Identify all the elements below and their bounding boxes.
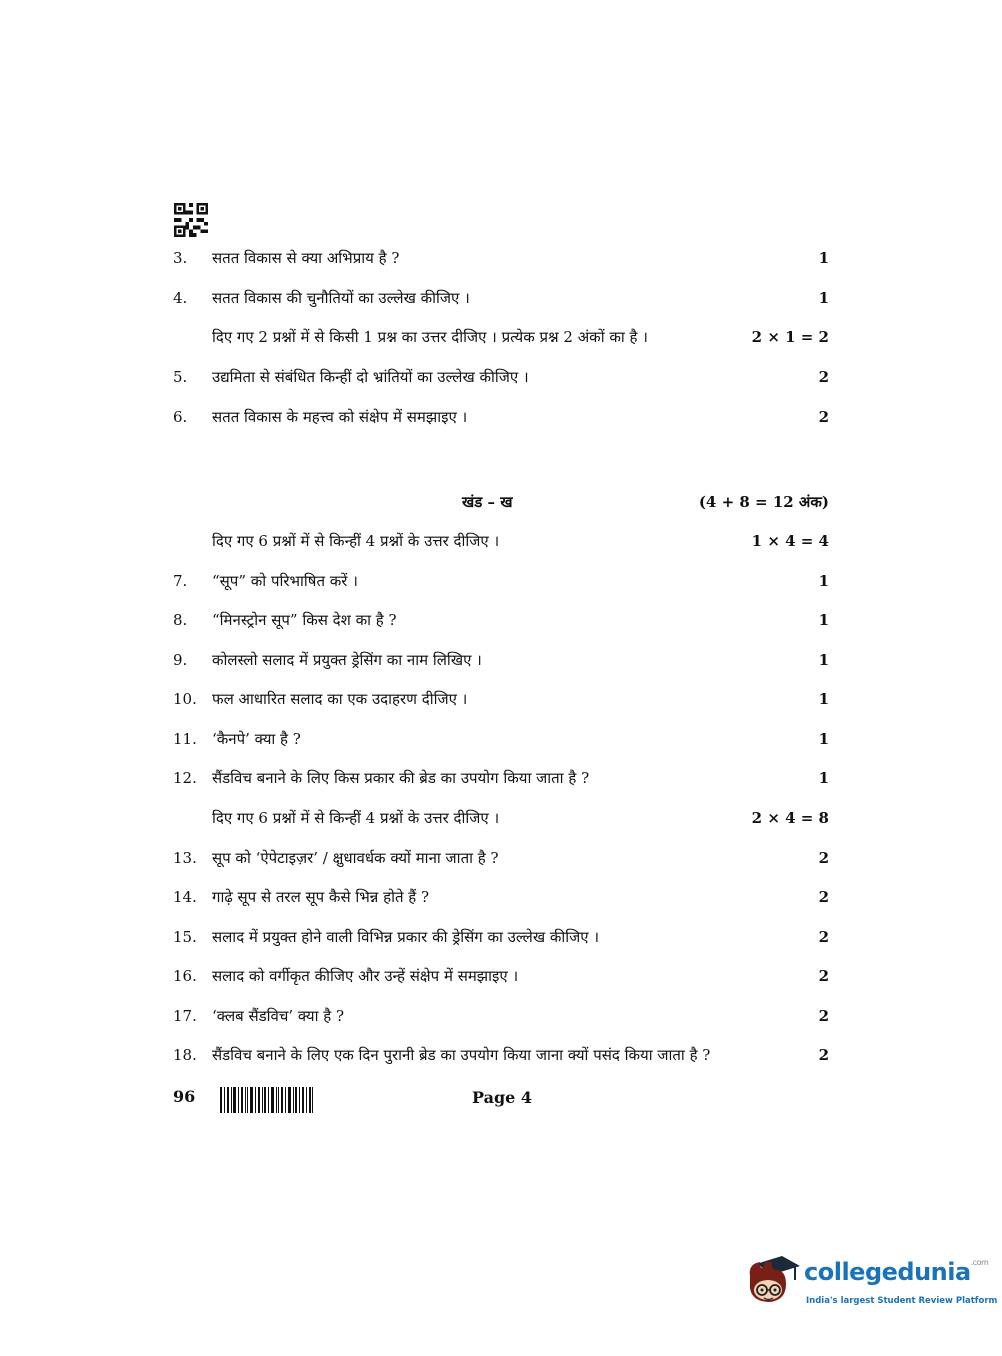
question-marks: 2	[818, 368, 829, 386]
question-number: 16.	[173, 967, 197, 985]
question-number: 9.	[173, 651, 188, 669]
question-marks: 2	[818, 849, 829, 867]
question-row	[0, 961, 1002, 991]
question-number: 15.	[173, 928, 197, 946]
instruction-marks: 2 × 4 = 8	[751, 809, 829, 827]
question-number: 6.	[173, 408, 188, 426]
question-text: कोलस्लो सलाद में प्रयुक्त ड्रेसिंग का नाम लिखिए ।	[212, 651, 482, 669]
question-text: उद्यमिता से संबंधित किन्हीं दो भ्रांतियों का उल्लेख कीजिए ।	[212, 368, 529, 386]
section-title: खंड – ख	[462, 493, 513, 511]
logo-tagline: India's largest Student Review Platform	[806, 1296, 998, 1306]
question-row	[0, 283, 1002, 313]
question-marks: 2	[818, 888, 829, 906]
question-text: फल आधारित सलाद का एक उदाहरण दीजिए ।	[212, 690, 468, 708]
question-row	[0, 1040, 1002, 1070]
question-text: “सूप” को परिभाषित करें ।	[212, 572, 358, 590]
question-marks: 1	[818, 730, 829, 748]
instruction-row	[0, 526, 1002, 556]
question-row	[0, 724, 1002, 754]
question-marks: 2	[818, 928, 829, 946]
question-marks: 1	[818, 249, 829, 267]
logo-wordmark	[804, 1258, 988, 1286]
question-row	[0, 684, 1002, 714]
question-marks: 1	[818, 769, 829, 787]
question-row	[0, 402, 1002, 432]
question-marks: 2	[818, 1046, 829, 1064]
question-number: 11.	[173, 730, 197, 748]
collegedunia-logo	[742, 1250, 998, 1312]
instruction-marks: 1 × 4 = 4	[751, 532, 829, 550]
paper-code: 96	[173, 1087, 196, 1106]
instruction-row	[0, 803, 1002, 833]
question-text: गाढ़े सूप से तरल सूप कैसे भिन्न होते हैं ?	[212, 888, 430, 906]
question-marks: 1	[818, 651, 829, 669]
question-text: सैंडविच बनाने के लिए किस प्रकार की ब्रेड का उपयोग किया जाता है ?	[212, 769, 590, 787]
question-row	[0, 882, 1002, 912]
qr-code	[174, 203, 208, 237]
question-number: 13.	[173, 849, 197, 867]
question-text: सतत विकास से क्या अभिप्राय है ?	[212, 249, 400, 267]
question-marks: 1	[818, 289, 829, 307]
question-text: सतत विकास की चुनौतियों का उल्लेख कीजिए ।	[212, 289, 470, 307]
question-text: ‘क्लब सैंडविच’ क्या है ?	[212, 1007, 345, 1025]
question-number: 14.	[173, 888, 197, 906]
question-marks: 1	[818, 572, 829, 590]
question-row	[0, 922, 1002, 952]
question-number: 5.	[173, 368, 188, 386]
question-row	[0, 645, 1002, 675]
question-text: सैंडविच बनाने के लिए एक दिन पुरानी ब्रेड का उपयोग किया जाना क्यों पसंद किया जाता है ?	[212, 1046, 711, 1064]
question-number: 8.	[173, 611, 188, 629]
question-row	[0, 566, 1002, 596]
instruction-marks: 2 × 1 = 2	[751, 328, 829, 346]
question-number: 3.	[173, 249, 188, 267]
question-text: सलाद को वर्गीकृत कीजिए और उन्हें संक्षेप में समझाइए ।	[212, 967, 519, 985]
question-row	[0, 605, 1002, 635]
question-marks: 1	[818, 690, 829, 708]
question-text: सलाद में प्रयुक्त होने वाली विभिन्न प्रकार की ड्रेसिंग का उल्लेख कीजिए ।	[212, 928, 600, 946]
question-number: 17.	[173, 1007, 197, 1025]
question-row	[0, 243, 1002, 273]
question-row	[0, 362, 1002, 392]
question-text: सूप को ‘ऐपेटाइज़र’ / क्षुधावर्धक क्यों माना जाता है ?	[212, 849, 499, 867]
page-number: Page 4	[472, 1088, 533, 1107]
barcode	[220, 1087, 313, 1113]
instruction-text: दिए गए 2 प्रश्नों में से किसी 1 प्रश्न का उत्तर दीजिए । प्रत्येक प्रश्न 2 अंकों का है ।	[212, 328, 648, 346]
instruction-text: दिए गए 6 प्रश्नों में से किन्हीं 4 प्रश्नों के उत्तर दीजिए ।	[212, 809, 500, 827]
question-row	[0, 1001, 1002, 1031]
instruction-row	[0, 322, 1002, 352]
question-text: “मिनस्ट्रोन सूप” किस देश का है ?	[212, 611, 397, 629]
section-total-marks: (4 + 8 = 12 अंक)	[698, 493, 829, 511]
question-number: 10.	[173, 690, 197, 708]
question-number: 18.	[173, 1046, 197, 1064]
section-heading	[0, 487, 1002, 517]
question-number: 12.	[173, 769, 197, 787]
logo-name-text: collegedunia	[804, 1258, 971, 1286]
question-marks: 2	[818, 967, 829, 985]
question-marks: 2	[818, 1007, 829, 1025]
mascot-icon	[742, 1250, 804, 1312]
question-marks: 2	[818, 408, 829, 426]
instruction-text: दिए गए 6 प्रश्नों में से किन्हीं 4 प्रश्नों के उत्तर दीजिए ।	[212, 532, 500, 550]
logo-tld: .com	[970, 1258, 989, 1267]
question-number: 4.	[173, 289, 188, 307]
question-marks: 1	[818, 611, 829, 629]
question-number: 7.	[173, 572, 188, 590]
question-text: ‘कैनपे’ क्या है ?	[212, 730, 301, 748]
question-row	[0, 763, 1002, 793]
question-row	[0, 843, 1002, 873]
question-text: सतत विकास के महत्त्व को संक्षेप में समझाइए ।	[212, 408, 468, 426]
